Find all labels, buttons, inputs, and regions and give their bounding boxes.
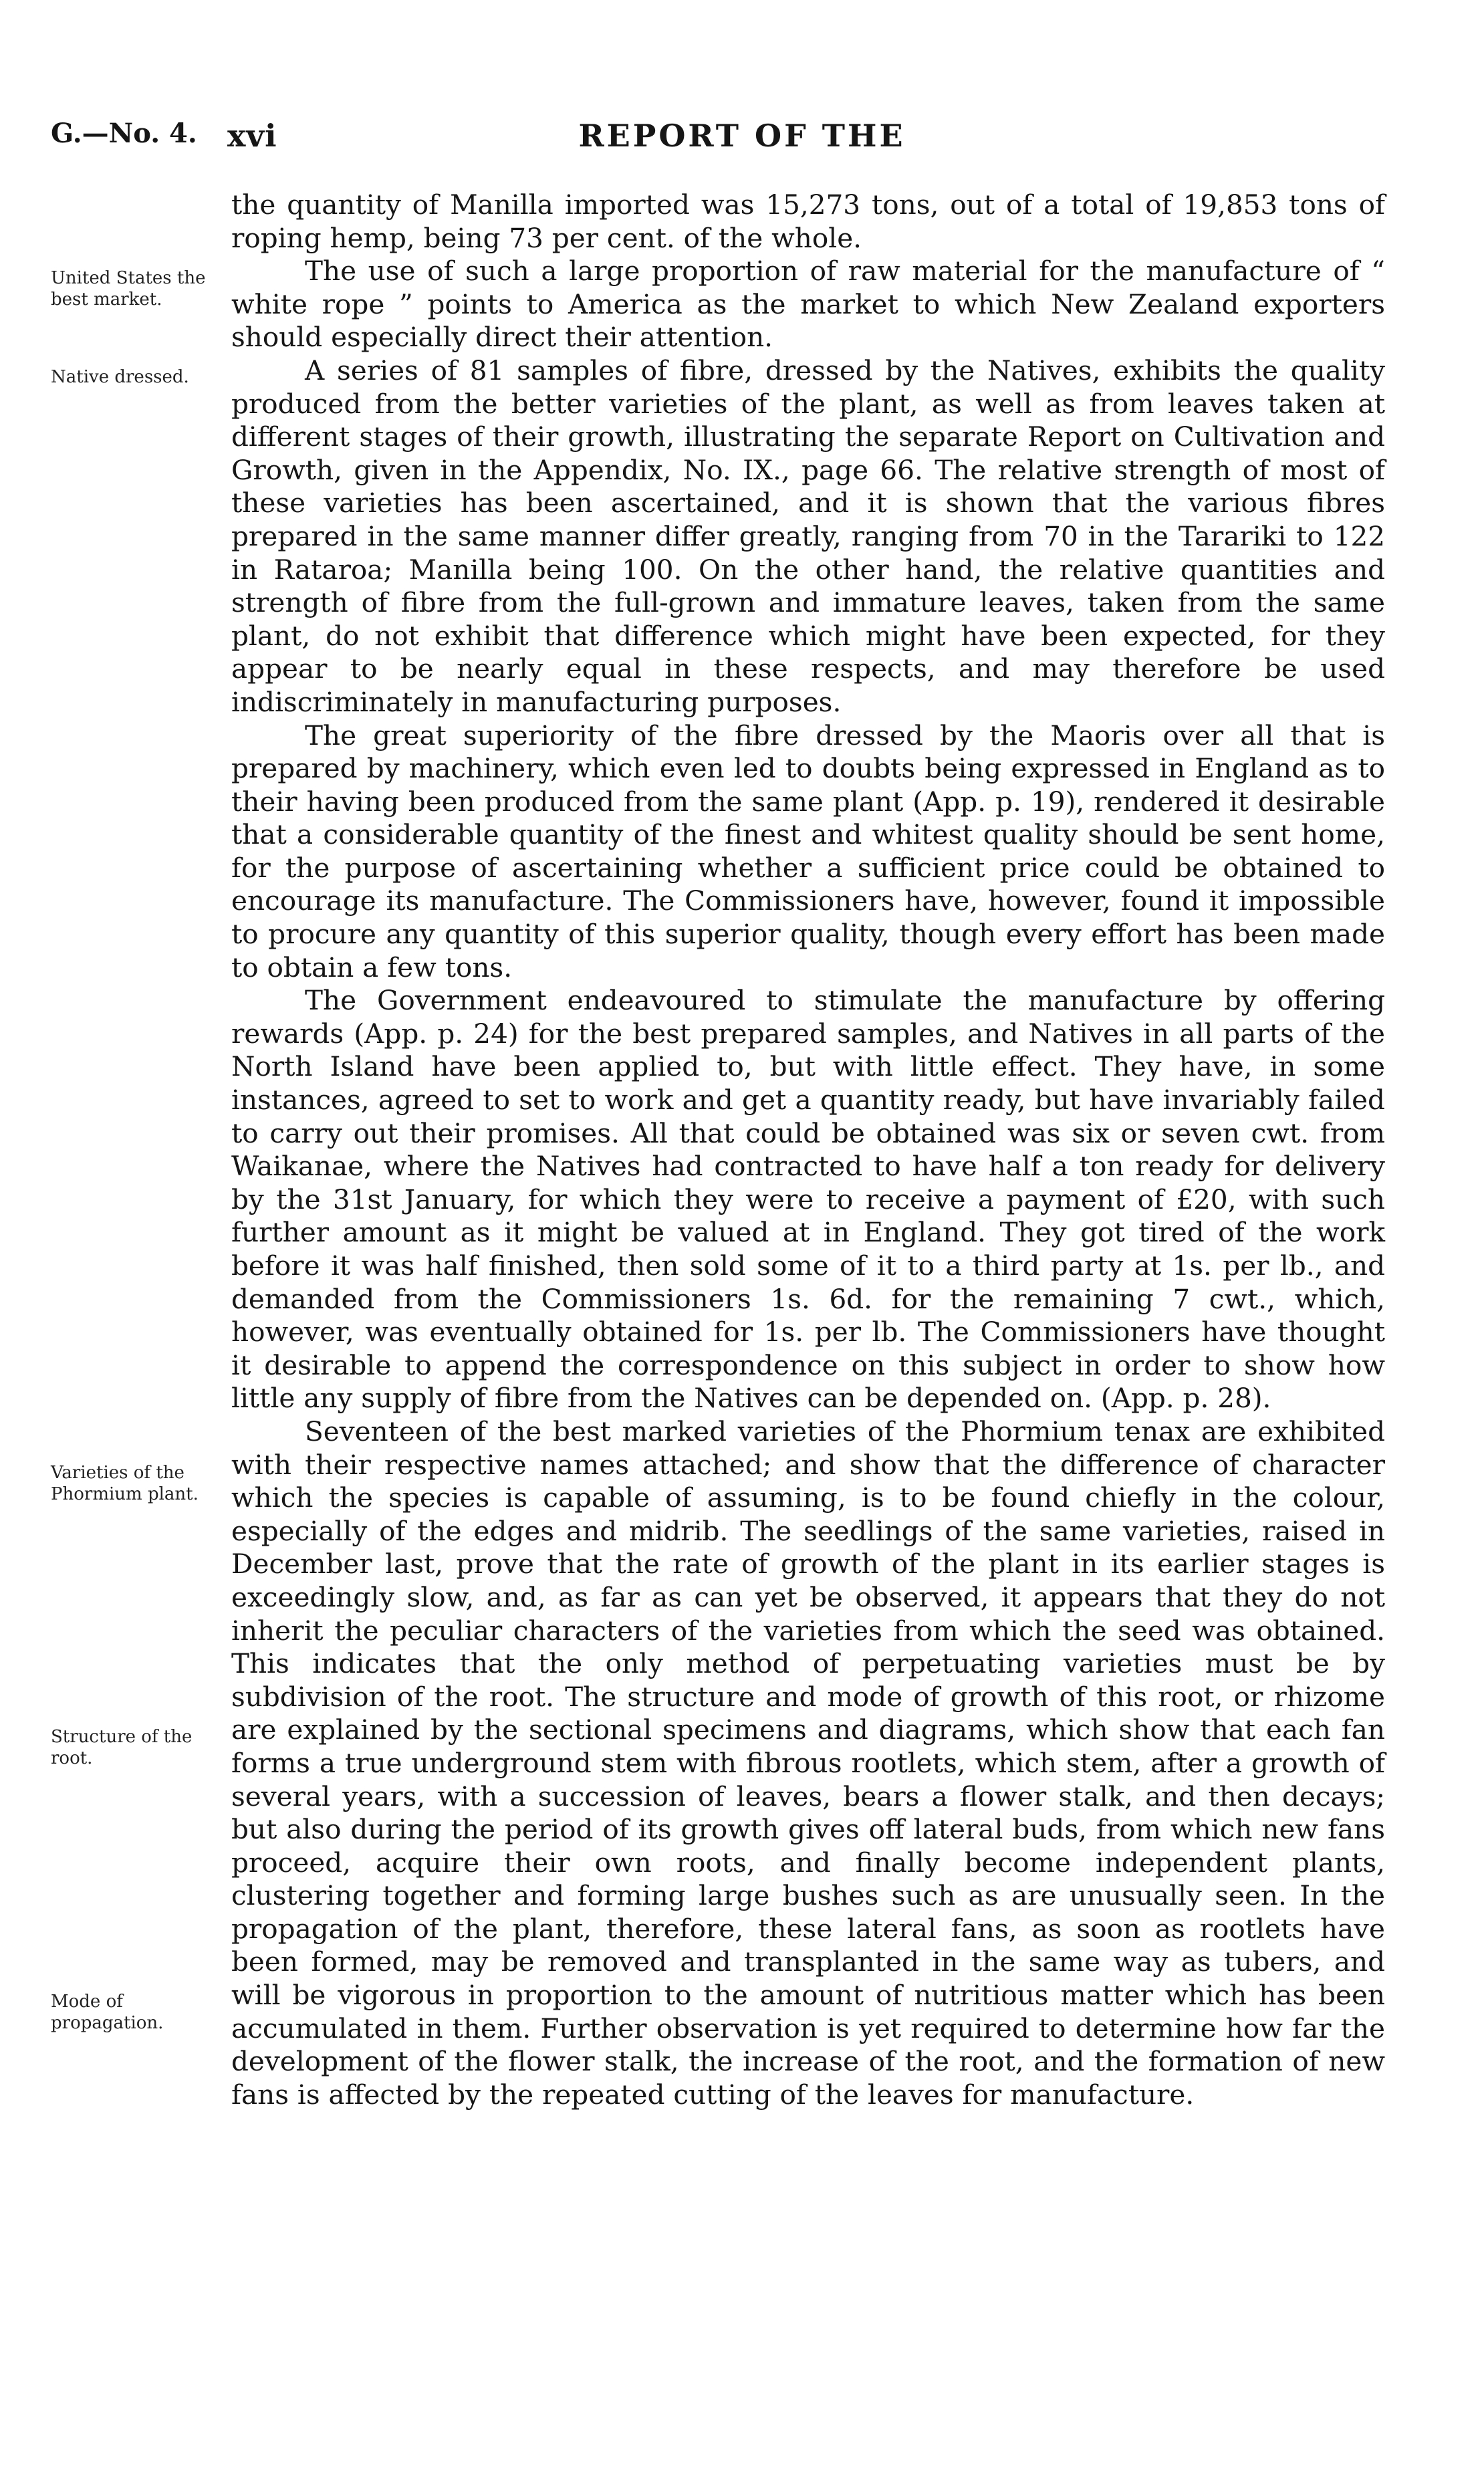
paragraph: A series of 81 samples of fibre, dressed by the Natives, exhibits the quality produced from the better varieties of the plant, as well as from leaves taken at different stages of their growth, illustrating the separate Report on Cultivation and Growth, given in the Appendix, No. IX., page 66. The relative strength of most of these varieties has been ascertained, and it is shown that the various fibres prepared in the same manner differ greatly, ranging from 70 in the Tarariki to 122 in Rataroa; Manilla being 100. On the other hand, the relative quantities and strength of fibre from the full-grown and immature leaves, taken from the same plant, do not exhibit that difference which might have been expected, for they appear to be nearly equal in these respects, and may therefore be used indiscriminately in manufacturing purposes.	[231, 354, 1385, 718]
page-number: xvi	[227, 118, 277, 154]
margin-note: United States the best market.	[51, 268, 206, 310]
margin-note: Native dressed.	[51, 367, 189, 387]
margin-note: Varieties of the Phormium plant.	[51, 1463, 199, 1504]
page-header	[0, 118, 1484, 158]
margin-note: Mode of propagation.	[51, 1992, 164, 2033]
body-text	[231, 189, 1385, 2111]
running-title: REPORT OF THE	[578, 118, 906, 154]
paragraph: the quantity of Manilla imported was 15,273 tons, out of a total of 19,853 tons of roping hemp, being 73 per cent. of the whole.	[231, 189, 1385, 254]
paragraph: The Government endeavoured to stimulate the manufacture by offering rewards (App. p. 24) for the best prepared samples, and Natives in all parts of the North Island have been applied to, but with little effect. They have, in some instances, agreed to set to work and get a quantity ready, but have invariably failed to carry out their promises. All that could be obtained was six or seven cwt. from Waikanae, where the Natives had contracted to have half a ton ready for delivery by the 31st January, for which they were to receive a payment of £20, with such further amount as it might be valued at in England. They got tired of the work before it was half finished, then sold some of it to a third party at 1s. per lb., and demanded from the Commissioners 1s. 6d. for the remaining 7 cwt., which, however, was eventually obtained for 1s. per lb. The Commissioners have thought it desirable to append the correspondence on this subject in order to show how little any supply of fibre from the Natives can be depended on. (App. p. 28).	[231, 984, 1385, 1415]
paragraph: The use of such a large proportion of raw material for the manufacture of “ white rope ” points to America as the market to which New Zealand exporters should especially direct their attention.	[231, 255, 1385, 354]
paragraph: Seventeen of the best marked varieties of the Phormium tenax are exhibited with their respective names attached; and show that the difference of character which the species is capable of assuming, is to be found chiefly in the colour, especially of the edges and midrib. The seedlings of the same varieties, raised in December last, prove that the rate of growth of the plant in its earlier stages is exceedingly slow, and, as far as can yet be observed, it appears that they do not inherit the peculiar characters of the varieties from which the seed was obtained. This indicates that the only method of perpetuating varieties must be by subdivision of the root. The structure and mode of growth of this root, or rhizome are explained by the sectional specimens and diagrams, which show that each fan forms a true underground stem with fibrous rootlets, which stem, after a growth of several years, with a succession of leaves, bears a flower stalk, and then decays; but also during the period of its growth gives off lateral buds, from which new fans proceed, acquire their own roots, and finally become independent plants, clustering together and forming large bushes such as are unusually seen. In the propagation of the plant, therefore, these lateral fans, as soon as rootlets have been formed, may be removed and transplanted in the same way as tubers, and will be vigorous in proportion to the amount of nutritious matter which has been accumulated in them. Further observation is yet required to determine how far the development of the flower stalk, the increase of the root, and the formation of new fans is affected by the repeated cutting of the leaves for manufacture.	[231, 1415, 1385, 2111]
margin-note: Structure of the root.	[51, 1727, 193, 1768]
document-reference: G.—No. 4.	[51, 118, 197, 149]
paragraph: The great superiority of the fibre dressed by the Maoris over all that is prepared by machinery, which even led to doubts being expressed in England as to their having been produced from the same plant (App. p. 19), rendered it desirable that a considerable quantity of the finest and whitest quality should be sent home, for the purpose of ascertaining whether a sufficient price could be obtained to encourage its manufacture. The Commissioners have, however, found it impossible to procure any quantity of this superior quality, though every effort has been made to obtain a few tons.	[231, 719, 1385, 983]
